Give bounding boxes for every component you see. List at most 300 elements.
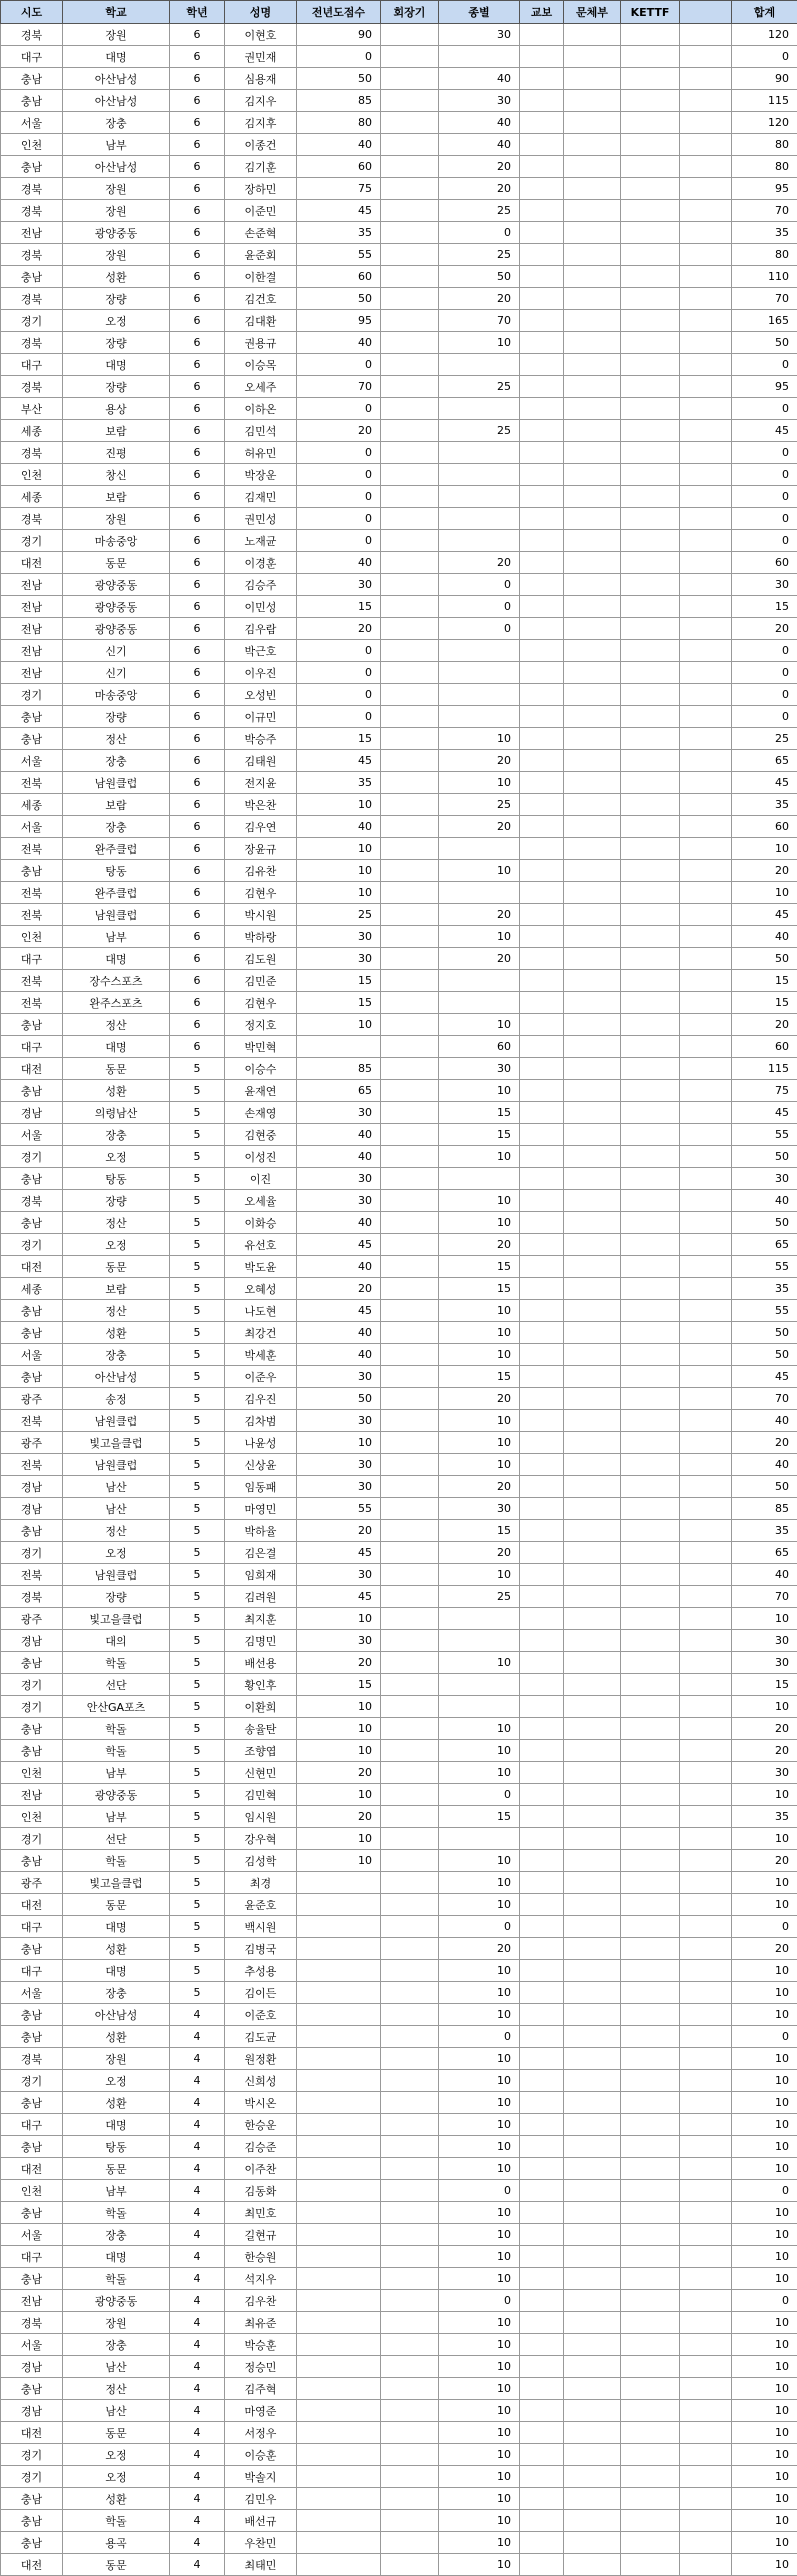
- table-row: [1, 1278, 797, 1300]
- cell-grade: 4: [170, 2070, 225, 2092]
- cell-grade: 6: [170, 574, 225, 596]
- table-row: [1, 1036, 797, 1058]
- cell-name: 나윤성: [225, 1432, 297, 1454]
- cell-ministry: [564, 420, 621, 442]
- cell-prev-score: 15: [297, 1674, 381, 1696]
- cell-ministry: [564, 1146, 621, 1168]
- cell-total: 20: [732, 1938, 797, 1960]
- cell-blank: [680, 1234, 732, 1256]
- cell-chairman-cup: [381, 1498, 439, 1520]
- cell-blank: [680, 2554, 732, 2576]
- cell-prev-score: 20: [297, 1652, 381, 1674]
- cell-school: 정산: [63, 2378, 170, 2400]
- cell-blank: [680, 816, 732, 838]
- cell-ministry: [564, 816, 621, 838]
- cell-chairman-cup: [381, 1652, 439, 1674]
- cell-blank: [680, 2048, 732, 2070]
- table-row: [1, 398, 797, 420]
- table-row: [1, 2158, 797, 2180]
- cell-kettf: [621, 1630, 680, 1652]
- cell-kettf: [621, 1982, 680, 2004]
- cell-total: 35: [732, 1806, 797, 1828]
- cell-region: 경기: [1, 2444, 63, 2466]
- cell-name: 김민혁: [225, 1784, 297, 1806]
- cell-blank: [680, 2356, 732, 2378]
- cell-total: 80: [732, 134, 797, 156]
- cell-kettf: [621, 2268, 680, 2290]
- cell-region: 전북: [1, 772, 63, 794]
- cell-region: 세종: [1, 1278, 63, 1300]
- cell-ministry: [564, 1630, 621, 1652]
- cell-total: 60: [732, 552, 797, 574]
- cell-school: 학돌: [63, 1850, 170, 1872]
- cell-grade: 4: [170, 2554, 225, 2576]
- cell-category: 15: [439, 1806, 520, 1828]
- cell-kyobo: [520, 2268, 564, 2290]
- cell-blank: [680, 992, 732, 1014]
- cell-ministry: [564, 904, 621, 926]
- cell-ministry: [564, 1718, 621, 1740]
- cell-total: 50: [732, 1476, 797, 1498]
- cell-kettf: [621, 1916, 680, 1938]
- cell-kettf: [621, 1608, 680, 1630]
- cell-ministry: [564, 2312, 621, 2334]
- cell-chairman-cup: [381, 1872, 439, 1894]
- table-row: [1, 1168, 797, 1190]
- cell-ministry: [564, 1124, 621, 1146]
- cell-total: 0: [732, 706, 797, 728]
- cell-kyobo: [520, 640, 564, 662]
- cell-ministry: [564, 706, 621, 728]
- cell-prev-score: [297, 2334, 381, 2356]
- cell-prev-score: 30: [297, 1366, 381, 1388]
- cell-prev-score: [297, 2202, 381, 2224]
- cell-prev-score: [297, 2114, 381, 2136]
- cell-category: 10: [439, 2114, 520, 2136]
- cell-chairman-cup: [381, 596, 439, 618]
- table-row: [1, 376, 797, 398]
- cell-kettf: [621, 1850, 680, 1872]
- cell-total: 35: [732, 1278, 797, 1300]
- cell-ministry: [564, 1190, 621, 1212]
- cell-school: 남부: [63, 1762, 170, 1784]
- cell-region: 충남: [1, 1938, 63, 1960]
- cell-ministry: [564, 1608, 621, 1630]
- cell-grade: 6: [170, 596, 225, 618]
- cell-total: 0: [732, 2290, 797, 2312]
- cell-category: 25: [439, 1586, 520, 1608]
- cell-name: 박승훈: [225, 2334, 297, 2356]
- cell-chairman-cup: [381, 464, 439, 486]
- cell-name: 박시온: [225, 2092, 297, 2114]
- cell-kettf: [621, 486, 680, 508]
- cell-prev-score: 0: [297, 684, 381, 706]
- cell-chairman-cup: [381, 794, 439, 816]
- cell-school: 학돌: [63, 1740, 170, 1762]
- cell-blank: [680, 1762, 732, 1784]
- cell-category: 0: [439, 2026, 520, 2048]
- cell-kettf: [621, 1652, 680, 1674]
- cell-kettf: [621, 1014, 680, 1036]
- cell-total: 0: [732, 486, 797, 508]
- cell-ministry: [564, 24, 621, 46]
- cell-kettf: [621, 1146, 680, 1168]
- cell-blank: [680, 1168, 732, 1190]
- cell-prev-score: 20: [297, 618, 381, 640]
- cell-region: 대전: [1, 1256, 63, 1278]
- cell-kettf: [621, 2224, 680, 2246]
- cell-kyobo: [520, 926, 564, 948]
- cell-kyobo: [520, 1872, 564, 1894]
- cell-total: 0: [732, 442, 797, 464]
- cell-grade: 4: [170, 2268, 225, 2290]
- cell-kyobo: [520, 1630, 564, 1652]
- cell-kettf: [621, 112, 680, 134]
- cell-prev-score: 45: [297, 1586, 381, 1608]
- cell-chairman-cup: [381, 838, 439, 860]
- cell-prev-score: 0: [297, 486, 381, 508]
- cell-blank: [680, 1058, 732, 1080]
- cell-prev-score: 35: [297, 772, 381, 794]
- cell-kyobo: [520, 24, 564, 46]
- cell-school: 광양중동: [63, 574, 170, 596]
- table-row: [1, 1058, 797, 1080]
- cell-name: 손준혁: [225, 222, 297, 244]
- cell-chairman-cup: [381, 222, 439, 244]
- cell-category: 20: [439, 1476, 520, 1498]
- cell-kettf: [621, 574, 680, 596]
- cell-kyobo: [520, 310, 564, 332]
- table-row: [1, 1894, 797, 1916]
- cell-kettf: [621, 1828, 680, 1850]
- cell-school: 대명: [63, 354, 170, 376]
- cell-region: 충남: [1, 2510, 63, 2532]
- table-row: [1, 1960, 797, 1982]
- cell-school: 마송중앙: [63, 530, 170, 552]
- cell-kyobo: [520, 2180, 564, 2202]
- cell-category: 20: [439, 156, 520, 178]
- cell-name: 이민성: [225, 596, 297, 618]
- cell-kettf: [621, 2466, 680, 2488]
- cell-kyobo: [520, 618, 564, 640]
- table-row: [1, 156, 797, 178]
- cell-grade: 6: [170, 706, 225, 728]
- header-kyobo: 교보: [520, 1, 564, 24]
- cell-chairman-cup: [381, 728, 439, 750]
- cell-kyobo: [520, 1718, 564, 1740]
- cell-blank: [680, 1410, 732, 1432]
- table-row: [1, 46, 797, 68]
- header-school: 학교: [63, 1, 170, 24]
- cell-chairman-cup: [381, 948, 439, 970]
- cell-category: 15: [439, 1124, 520, 1146]
- cell-total: 10: [732, 2554, 797, 2576]
- cell-grade: 4: [170, 2048, 225, 2070]
- cell-blank: [680, 1608, 732, 1630]
- cell-blank: [680, 1872, 732, 1894]
- cell-region: 충남: [1, 2532, 63, 2554]
- cell-grade: 6: [170, 464, 225, 486]
- cell-kettf: [621, 398, 680, 420]
- cell-name: 임시원: [225, 1806, 297, 1828]
- cell-ministry: [564, 1916, 621, 1938]
- cell-kyobo: [520, 46, 564, 68]
- cell-kettf: [621, 1806, 680, 1828]
- cell-chairman-cup: [381, 1938, 439, 1960]
- cell-prev-score: 0: [297, 706, 381, 728]
- cell-total: 30: [732, 1762, 797, 1784]
- cell-grade: 5: [170, 1388, 225, 1410]
- cell-region: 충남: [1, 1850, 63, 1872]
- cell-grade: 6: [170, 684, 225, 706]
- cell-category: 10: [439, 1850, 520, 1872]
- cell-chairman-cup: [381, 112, 439, 134]
- cell-chairman-cup: [381, 882, 439, 904]
- cell-prev-score: 15: [297, 728, 381, 750]
- cell-prev-score: 10: [297, 1696, 381, 1718]
- cell-prev-score: 10: [297, 1432, 381, 1454]
- cell-blank: [680, 2466, 732, 2488]
- cell-chairman-cup: [381, 1608, 439, 1630]
- table-row: [1, 2466, 797, 2488]
- cell-blank: [680, 728, 732, 750]
- cell-kettf: [621, 1388, 680, 1410]
- cell-prev-score: 30: [297, 1168, 381, 1190]
- cell-prev-score: 0: [297, 46, 381, 68]
- table-row: [1, 1476, 797, 1498]
- cell-grade: 4: [170, 2114, 225, 2136]
- cell-grade: 6: [170, 970, 225, 992]
- cell-name: 김지우: [225, 90, 297, 112]
- cell-school: 장원: [63, 24, 170, 46]
- cell-name: 배선용: [225, 1652, 297, 1674]
- cell-category: [439, 706, 520, 728]
- cell-prev-score: [297, 1872, 381, 1894]
- cell-kyobo: [520, 750, 564, 772]
- cell-kettf: [621, 640, 680, 662]
- cell-name: 이경훈: [225, 552, 297, 574]
- table-row: [1, 134, 797, 156]
- cell-region: 충남: [1, 2092, 63, 2114]
- cell-region: 경남: [1, 1476, 63, 1498]
- cell-school: 정산: [63, 1520, 170, 1542]
- cell-ministry: [564, 266, 621, 288]
- cell-category: 0: [439, 222, 520, 244]
- cell-kettf: [621, 2334, 680, 2356]
- cell-chairman-cup: [381, 552, 439, 574]
- table-row: [1, 2092, 797, 2114]
- cell-name: 정지호: [225, 1014, 297, 1036]
- cell-kyobo: [520, 1498, 564, 1520]
- cell-school: 보람: [63, 486, 170, 508]
- cell-kyobo: [520, 90, 564, 112]
- cell-kettf: [621, 1960, 680, 1982]
- cell-category: 10: [439, 2224, 520, 2246]
- cell-prev-score: 45: [297, 1542, 381, 1564]
- cell-total: 10: [732, 1784, 797, 1806]
- cell-blank: [680, 2224, 732, 2246]
- cell-total: 0: [732, 46, 797, 68]
- cell-category: 30: [439, 24, 520, 46]
- cell-blank: [680, 1080, 732, 1102]
- cell-category: 10: [439, 1300, 520, 1322]
- cell-grade: 5: [170, 1652, 225, 1674]
- cell-region: 충남: [1, 1366, 63, 1388]
- cell-region: 경기: [1, 2070, 63, 2092]
- cell-kyobo: [520, 1432, 564, 1454]
- table-row: [1, 266, 797, 288]
- cell-chairman-cup: [381, 1630, 439, 1652]
- cell-total: 15: [732, 992, 797, 1014]
- cell-region: 광주: [1, 1432, 63, 1454]
- cell-kettf: [621, 1674, 680, 1696]
- cell-blank: [680, 1014, 732, 1036]
- cell-category: 0: [439, 574, 520, 596]
- cell-kettf: [621, 1300, 680, 1322]
- cell-region: 전북: [1, 882, 63, 904]
- cell-name: 김건호: [225, 288, 297, 310]
- cell-category: 15: [439, 1102, 520, 1124]
- cell-chairman-cup: [381, 2070, 439, 2092]
- cell-prev-score: 40: [297, 1322, 381, 1344]
- cell-grade: 4: [170, 2290, 225, 2312]
- cell-school: 아산남성: [63, 90, 170, 112]
- cell-kettf: [621, 2356, 680, 2378]
- cell-category: 10: [439, 2202, 520, 2224]
- cell-total: 10: [732, 2510, 797, 2532]
- header-grade: 학년: [170, 1, 225, 24]
- cell-grade: 5: [170, 1102, 225, 1124]
- cell-kyobo: [520, 838, 564, 860]
- cell-category: 10: [439, 2268, 520, 2290]
- cell-kettf: [621, 1476, 680, 1498]
- cell-grade: 4: [170, 2510, 225, 2532]
- cell-kyobo: [520, 2114, 564, 2136]
- cell-prev-score: 0: [297, 530, 381, 552]
- cell-kyobo: [520, 1146, 564, 1168]
- cell-ministry: [564, 2114, 621, 2136]
- cell-prev-score: 20: [297, 1278, 381, 1300]
- cell-prev-score: [297, 2158, 381, 2180]
- cell-chairman-cup: [381, 156, 439, 178]
- cell-prev-score: 15: [297, 596, 381, 618]
- cell-blank: [680, 1476, 732, 1498]
- table-row: [1, 926, 797, 948]
- cell-name: 이승목: [225, 354, 297, 376]
- cell-school: 남부: [63, 134, 170, 156]
- cell-blank: [680, 552, 732, 574]
- cell-chairman-cup: [381, 1388, 439, 1410]
- cell-total: 20: [732, 1014, 797, 1036]
- cell-kettf: [621, 794, 680, 816]
- header-category: 종별: [439, 1, 520, 24]
- cell-chairman-cup: [381, 354, 439, 376]
- cell-category: 10: [439, 1190, 520, 1212]
- cell-kyobo: [520, 68, 564, 90]
- cell-kyobo: [520, 2334, 564, 2356]
- table-row: [1, 1432, 797, 1454]
- cell-category: 10: [439, 2532, 520, 2554]
- cell-blank: [680, 2334, 732, 2356]
- cell-prev-score: [297, 2488, 381, 2510]
- cell-total: 10: [732, 2224, 797, 2246]
- table-row: [1, 244, 797, 266]
- cell-category: 30: [439, 1498, 520, 1520]
- cell-region: 전남: [1, 222, 63, 244]
- cell-grade: 4: [170, 2400, 225, 2422]
- cell-name: 김이든: [225, 1982, 297, 2004]
- cell-name: 한승원: [225, 2246, 297, 2268]
- cell-name: 허유민: [225, 442, 297, 464]
- cell-school: 오정: [63, 2444, 170, 2466]
- cell-category: 10: [439, 2510, 520, 2532]
- cell-kyobo: [520, 2136, 564, 2158]
- cell-total: 115: [732, 90, 797, 112]
- cell-total: 10: [732, 2136, 797, 2158]
- cell-kyobo: [520, 1784, 564, 1806]
- cell-grade: 5: [170, 1212, 225, 1234]
- cell-kettf: [621, 2004, 680, 2026]
- cell-prev-score: [297, 1036, 381, 1058]
- cell-name: 마영준: [225, 2400, 297, 2422]
- cell-school: 남원클럽: [63, 904, 170, 926]
- cell-total: 10: [732, 882, 797, 904]
- cell-kyobo: [520, 1564, 564, 1586]
- cell-grade: 5: [170, 1344, 225, 1366]
- cell-prev-score: 45: [297, 200, 381, 222]
- cell-blank: [680, 178, 732, 200]
- cell-grade: 6: [170, 508, 225, 530]
- cell-grade: 6: [170, 244, 225, 266]
- cell-kettf: [621, 24, 680, 46]
- table-row: [1, 1630, 797, 1652]
- table-row: [1, 1190, 797, 1212]
- cell-kettf: [621, 1454, 680, 1476]
- cell-total: 15: [732, 596, 797, 618]
- cell-name: 김지후: [225, 112, 297, 134]
- cell-ministry: [564, 2224, 621, 2246]
- cell-school: 남산: [63, 1476, 170, 1498]
- cell-blank: [680, 222, 732, 244]
- cell-ministry: [564, 838, 621, 860]
- cell-total: 10: [732, 2048, 797, 2070]
- cell-category: [439, 970, 520, 992]
- cell-prev-score: 35: [297, 222, 381, 244]
- cell-grade: 5: [170, 1542, 225, 1564]
- cell-ministry: [564, 2158, 621, 2180]
- cell-category: [439, 508, 520, 530]
- cell-region: 서울: [1, 1982, 63, 2004]
- cell-ministry: [564, 2136, 621, 2158]
- cell-category: 50: [439, 266, 520, 288]
- cell-kyobo: [520, 2466, 564, 2488]
- cell-prev-score: 40: [297, 332, 381, 354]
- table-row: [1, 2444, 797, 2466]
- cell-region: 충남: [1, 2268, 63, 2290]
- cell-school: 오정: [63, 1146, 170, 1168]
- cell-school: 보람: [63, 420, 170, 442]
- cell-chairman-cup: [381, 398, 439, 420]
- cell-ministry: [564, 1344, 621, 1366]
- cell-total: 85: [732, 1498, 797, 1520]
- cell-grade: 6: [170, 178, 225, 200]
- cell-total: 0: [732, 398, 797, 420]
- cell-total: 80: [732, 244, 797, 266]
- cell-kettf: [621, 860, 680, 882]
- cell-grade: 6: [170, 420, 225, 442]
- table-row: [1, 1806, 797, 1828]
- cell-prev-score: 65: [297, 1080, 381, 1102]
